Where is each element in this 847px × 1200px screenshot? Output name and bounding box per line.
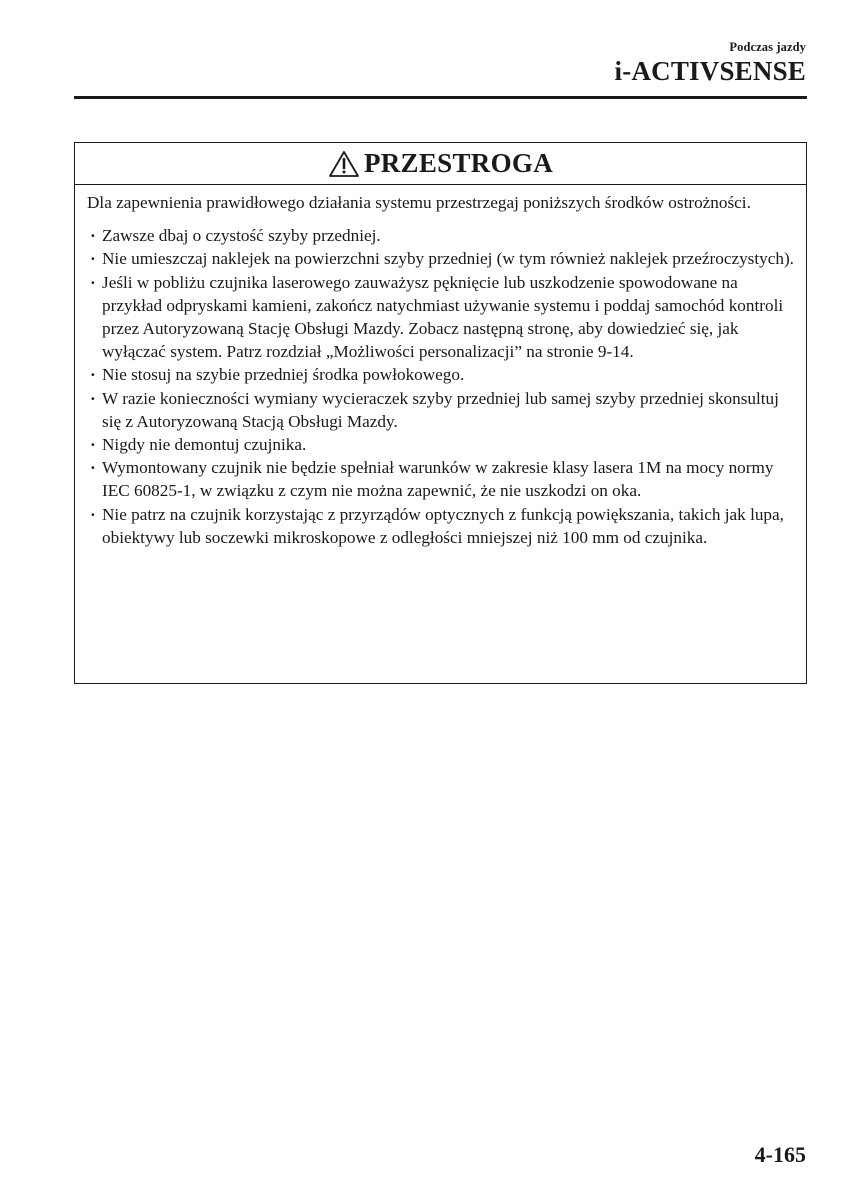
caution-item: · W razie konieczności wymiany wycieraczek szyby przedniej lub samej szyby przedniej skonsultuj się z Autoryzowaną Stacją Obsługi Mazdy. (87, 387, 794, 433)
caution-intro: Dla zapewnienia prawidłowego działania systemu przestrzegaj poniższych środków ostrożności. (87, 193, 751, 212)
caution-item: · Nie stosuj na szybie przedniej środka powłokowego. (87, 363, 794, 386)
caution-item: · Nie patrz na czujnik korzystając z przyrządów optycznych z funkcją powiększania, takich jak lupa, obiektywy lub soczewki mikroskopowe z odległości mniejszej niż 100 mm od czujnika. (87, 503, 794, 549)
caution-item: · Nigdy nie demontuj czujnika. (87, 433, 794, 456)
caution-box (74, 142, 807, 684)
caution-header (75, 143, 806, 185)
caution-item: · Jeśli w pobliżu czujnika laserowego zauważysz pęknięcie lub uszkodzenie spowodowane na przykład odpryskami kamieni, zakończ natychmiast używanie systemu i poddaj samochód kontroli przez Autoryzowaną Stację Obsługi Mazdy. Zobacz następną stronę, aby dowiedzieć się, jak wyłączać system. Patrz rozdział „Możliwości personalizacji” na stronie 9-14. (87, 271, 794, 364)
section-label: Podczas jazdy (729, 40, 806, 54)
caution-title: PRZESTROGA (363, 148, 554, 178)
caution-item: · Nie umieszczaj naklejek na powierzchni szyby przedniej (w tym również naklejek przeźroczystych). (87, 247, 794, 270)
caution-item: · Zawsze dbaj o czystość szyby przedniej. (87, 224, 794, 247)
chapter-title: i-ACTIVSENSE (614, 56, 806, 86)
page-number: 4-165 (754, 1142, 806, 1167)
caution-list (87, 224, 794, 549)
caution-body (75, 185, 806, 549)
header-rule (74, 96, 807, 99)
caution-item: · Wymontowany czujnik nie będzie spełniał warunków w zakresie klasy lasera 1M na mocy normy IEC 60825-1, w związku z czym nie można zapewnić, że nie uszkodzi on oka. (87, 456, 794, 502)
warning-triangle-icon (328, 150, 360, 178)
